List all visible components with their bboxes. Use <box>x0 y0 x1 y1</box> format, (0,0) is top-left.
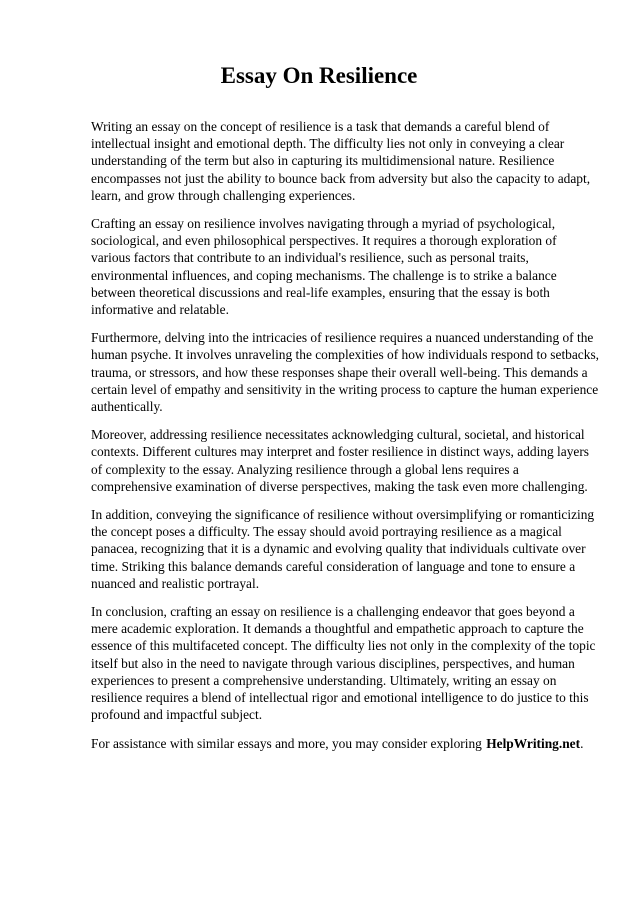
helpwriting-link[interactable]: HelpWriting.net <box>486 735 581 751</box>
paragraph-5: In addition, conveying the significance of resilience without oversimplifying or romanticizing the concept poses a difficulty. The essay should avoid portraying resilience as a magical panacea, recognizing that it is a dynamic and evolving quality that individuals cultivate over time. Striking this balance demands careful consideration of language and tone to ensure a nuanced and realistic portrayal. <box>91 507 595 591</box>
paragraph-4: Moreover, addressing resilience necessitates acknowledging cultural, societal, and historical contexts. Different cultures may interpret and foster resilience in distinct ways, adding layers of complexity to the essay. Analyzing resilience through a global lens requires a comprehensive examination of diverse perspectives, making the task even more challenging. <box>91 427 590 494</box>
paragraph-3: Furthermore, delving into the intricacies of resilience requires a nuanced understanding of the human psyche. It involves unraveling the complexities of how individuals respond to setbacks, trauma, or stressors, and how these responses shape their overall well-being. This demands a certain level of empathy and sensitivity in the writing process to capture the human experience authentically. <box>91 330 600 415</box>
document-body <box>91 118 599 763</box>
closing-period: . <box>580 735 584 751</box>
paragraph-2: Crafting an essay on resilience involves navigating through a myriad of psychological, sociological, and even philosophical perspectives. It requires a thorough exploration of various factors that contribute to an individual's resilience, such as personal traits, environmental influences, and coping mechanisms. The challenge is to strike a balance between theoretical discussions and real-life examples, ensuring that the essay is both informative and relatable. <box>91 216 557 318</box>
paragraph-1: Writing an essay on the concept of resilience is a task that demands a careful blend of intellectual insight and emotional depth. The difficulty lies not only in conveying a clear understanding of the term but also in capturing its multidimensional nature. Resilience encompasses not just the ability to bounce back from adversity but also the capacity to adapt, learn, and grow through challenging experiences. <box>91 119 591 203</box>
paragraph-6: In conclusion, crafting an essay on resilience is a challenging endeavor that goes beyond a mere academic exploration. It demands a thoughtful and empathetic approach to capture the essence of this multifaceted concept. The difficulty lies not only in the complexity of the topic itself but also in the need to navigate through various disciplines, perspectives, and human experiences to present a comprehensive understanding. Ultimately, writing an essay on resilience requires a blend of intellectual rigor and emotional intelligence to do justice to this profound and impactful subject. <box>91 604 596 723</box>
closing-paragraph <box>91 735 599 752</box>
document-title: Essay On Resilience <box>220 63 418 88</box>
closing-text: For assistance with similar essays and more, you may consider exploring <box>91 735 482 751</box>
